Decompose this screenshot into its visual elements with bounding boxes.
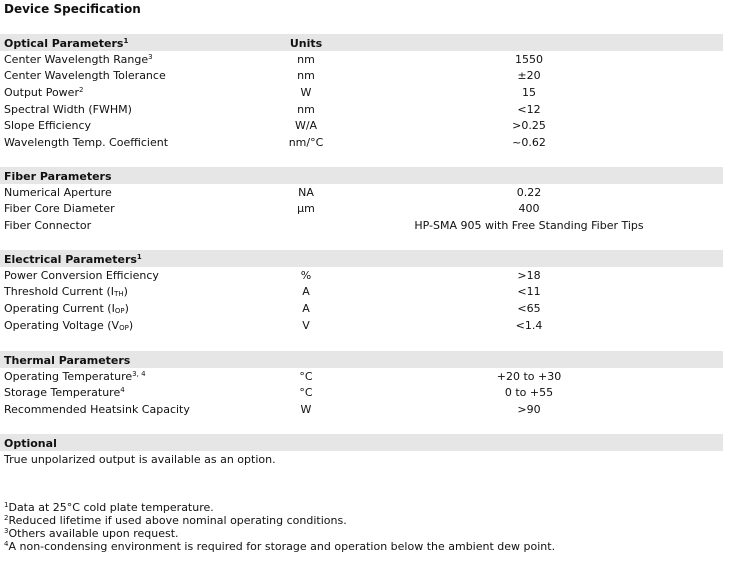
spec-label: Slope Efficiency bbox=[4, 119, 92, 133]
spec-unit: °C bbox=[299, 386, 313, 400]
spec-label: Recommended Heatsink Capacity bbox=[4, 402, 190, 416]
spec-unit: nm bbox=[297, 69, 315, 83]
spec-unit: nm/°C bbox=[288, 135, 324, 149]
spec-unit: V bbox=[302, 318, 310, 332]
footnote: $^3$Others available upon request. bbox=[4, 527, 179, 540]
spec-row bbox=[0, 217, 723, 234]
optional-text: True unpolarized output is available as an option. bbox=[4, 452, 276, 466]
spec-value: 0.22 bbox=[516, 185, 542, 199]
spec-label: Storage Temperature$^4$ bbox=[4, 386, 125, 400]
optical-parameters-title: Optical Parameters$^1$ bbox=[4, 37, 129, 50]
spec-row bbox=[0, 101, 723, 118]
spec-value: 400 bbox=[518, 202, 540, 216]
optical-parameters-header bbox=[0, 34, 723, 51]
optional-title: Optional bbox=[4, 437, 57, 450]
fiber-parameters-section bbox=[0, 167, 723, 234]
spec-row bbox=[0, 134, 723, 151]
spec-value: 1550 bbox=[515, 52, 543, 66]
spec-label: Operating Current $(I_{OP})$ bbox=[4, 301, 129, 315]
spec-value: <65 bbox=[517, 301, 541, 315]
spec-row bbox=[0, 401, 723, 418]
spec-label: Numerical Aperture bbox=[4, 185, 112, 199]
thermal-parameters-header bbox=[0, 351, 723, 368]
spec-unit: % bbox=[300, 268, 312, 282]
spec-row bbox=[0, 184, 723, 201]
spec-unit: µm bbox=[297, 202, 315, 216]
spec-value: >90 bbox=[517, 402, 541, 416]
optional-header bbox=[0, 434, 723, 451]
spec-row bbox=[0, 300, 723, 317]
spec-unit: NA bbox=[298, 185, 314, 199]
spec-unit: A bbox=[302, 301, 310, 315]
electrical-parameters-title: Electrical Parameters$^1$ bbox=[4, 253, 142, 266]
electrical-parameters-header bbox=[0, 250, 723, 267]
footnote: $^4$A non-condensing environment is required for storage and operation below the ambient dew point. bbox=[4, 540, 556, 553]
spec-label: Power Conversion Efficiency bbox=[4, 268, 159, 282]
spec-label: Fiber Core Diameter bbox=[4, 202, 115, 216]
spec-row bbox=[0, 201, 723, 218]
footnote: $^1$Data at 25°C cold plate temperature. bbox=[4, 501, 214, 514]
spec-row bbox=[0, 51, 723, 68]
spec-unit: °C bbox=[299, 369, 313, 383]
fiber-parameters-header bbox=[0, 167, 723, 184]
units-column-header: Units bbox=[289, 37, 323, 50]
spec-unit: W bbox=[300, 402, 312, 416]
spec-label: Wavelength Temp. Coefficient bbox=[4, 135, 169, 149]
spec-label: Center Wavelength Tolerance bbox=[4, 69, 166, 83]
page-title: Device Specification bbox=[4, 2, 141, 16]
spec-unit: W/A bbox=[294, 119, 318, 133]
spec-row bbox=[0, 368, 723, 385]
spec-unit: W bbox=[300, 85, 312, 99]
spec-value: ±20 bbox=[517, 69, 541, 83]
fiber-parameters-title: Fiber Parameters bbox=[4, 170, 112, 183]
spec-row bbox=[0, 117, 723, 134]
spec-value: >18 bbox=[517, 268, 541, 282]
spec-label: Center Wavelength Range$^3$ bbox=[4, 52, 153, 66]
thermal-parameters-section bbox=[0, 351, 723, 418]
optional-row bbox=[0, 451, 723, 468]
spec-row bbox=[0, 68, 723, 85]
spec-label: Threshold Current $(I_{TH})$ bbox=[4, 285, 128, 299]
spec-value: <11 bbox=[517, 285, 541, 299]
thermal-parameters-title: Thermal Parameters bbox=[4, 354, 131, 367]
spec-row bbox=[0, 317, 723, 334]
spec-value: <1.4 bbox=[515, 318, 543, 332]
spec-unit: nm bbox=[297, 52, 315, 66]
spec-value: ~0.62 bbox=[512, 135, 546, 149]
spec-value: <12 bbox=[517, 102, 541, 116]
spec-label: Operating Temperature$^{3, 4}$ bbox=[4, 369, 146, 383]
optical-parameters-section bbox=[0, 34, 723, 151]
spec-unit: nm bbox=[297, 102, 315, 116]
footnotes bbox=[4, 501, 555, 553]
spec-row bbox=[0, 385, 723, 402]
spec-label: Fiber Connector bbox=[4, 218, 92, 232]
spec-value: +20 to +30 bbox=[496, 369, 562, 383]
spec-value: 0 to +55 bbox=[504, 386, 554, 400]
electrical-parameters-section bbox=[0, 250, 723, 333]
spec-row bbox=[0, 284, 723, 301]
spec-row bbox=[0, 84, 723, 101]
spec-unit: A bbox=[302, 285, 310, 299]
spec-value: 15 bbox=[522, 85, 536, 99]
spec-label: Output Power$^2$ bbox=[4, 85, 84, 99]
spec-row bbox=[0, 267, 723, 284]
spec-label: Spectral Width (FWHM) bbox=[4, 102, 132, 116]
optional-section bbox=[0, 434, 723, 468]
spec-value: HP-SMA 905 with Free Standing Fiber Tips bbox=[414, 218, 644, 232]
spec-value: >0.25 bbox=[512, 119, 546, 133]
spec-label: Operating Voltage $(V_{OP})$ bbox=[4, 318, 134, 332]
footnote: $^2$Reduced lifetime if used above nominal operating conditions. bbox=[4, 514, 347, 527]
